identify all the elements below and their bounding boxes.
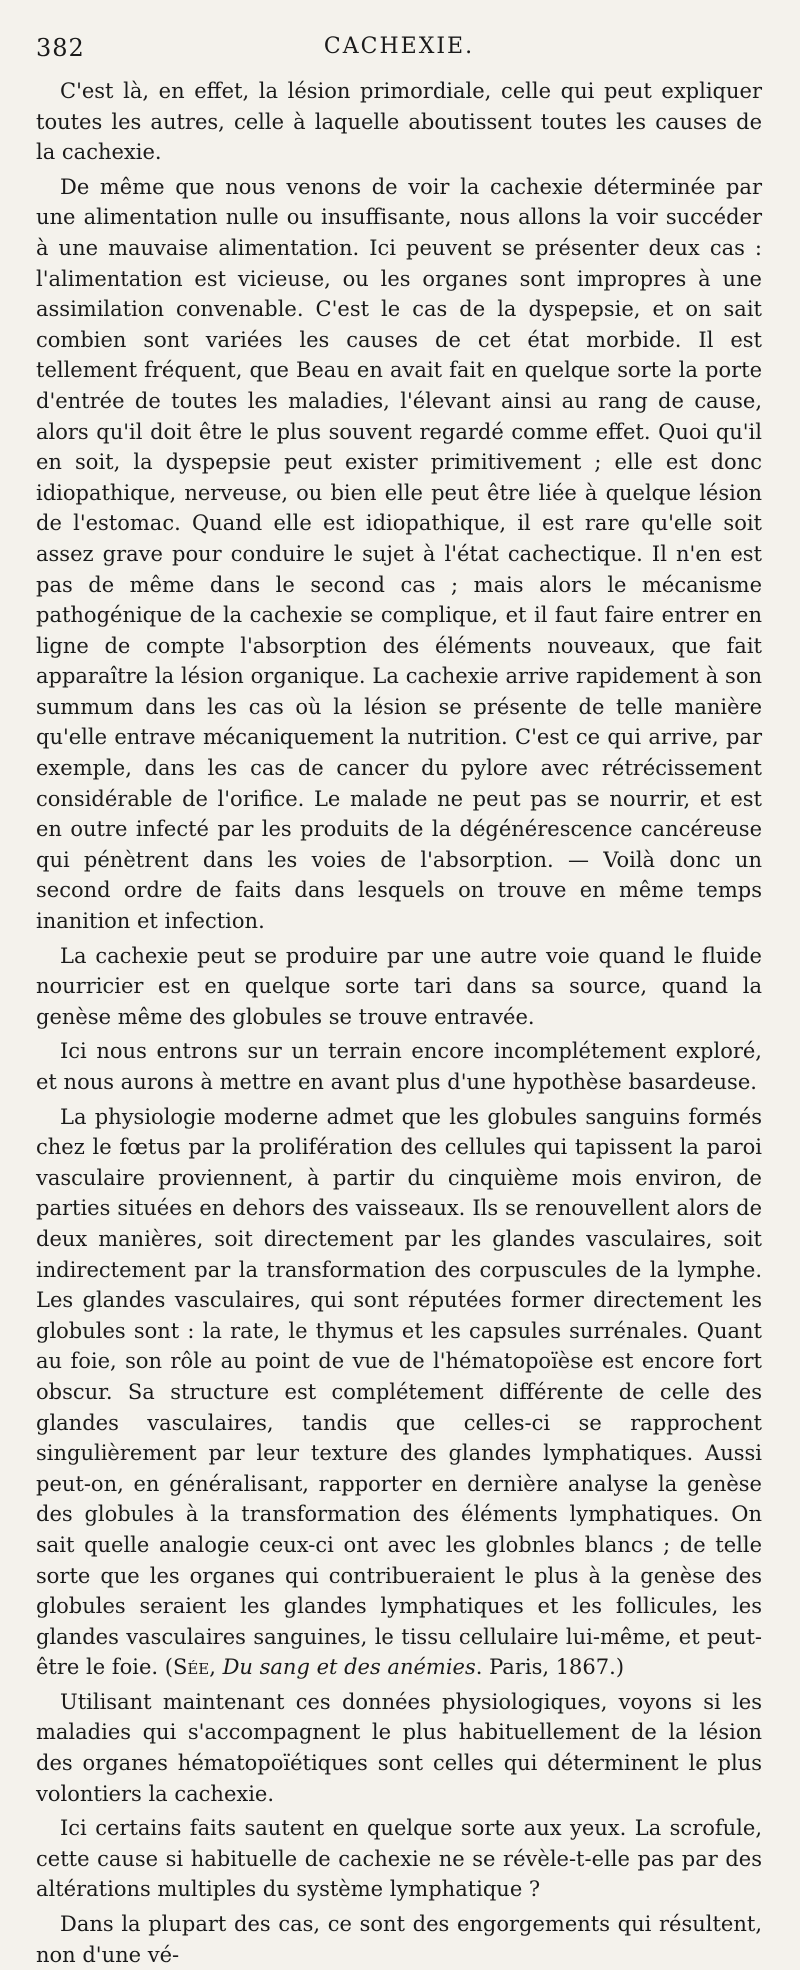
paragraph-5-text: La physiologie moderne admet que les globules sanguins formés chez le fœtus par la prolifération des cellules qui tapissent la paroi vasculaire proviennent, à partir du cinquième mois environ, de parties situées en dehors des vaisseaux. Ils se renouvellent alors de deux manières, soit directement par les glandes vasculaires, soit indirectement par la transformation des corpuscules de la lymphe. Les glandes vasculaires, qui sont réputées former directement les globules sont : la rate, le thymus et les capsules surrénales. Quant au foie, son rôle au point de vue de l'hématopoïèse est encore fort obscur. Sa structure est complétement différente de celle des glandes vasculaires, tandis que celles-ci se rapprochent singulièrement par leur texture des glandes lymphatiques. Aussi peut-on, en généralisant, rapporter en dernière analyse la genèse des globules à la transformation des éléments lymphatiques. On sait quelle analogie ceux-ci ont avec les globnles blancs ; de telle sorte que les organes qui contribueraient le plus à la genèse des globules seraient les glandes lymphatiques et les follicules, les glandes vasculaires sanguines, le tissu cellulaire lui-même, et peut-être le foie. bbox=[36, 1104, 762, 1680]
page-number: 382 bbox=[36, 34, 85, 62]
paragraph-3: La cachexie peut se produire par une autre voie quand le fluide nourricier est en quelque sorte tari dans sa source, quand la genèse même des globules se trouve entravée. bbox=[36, 943, 762, 1029]
paragraph-5: La physiologie moderne admet que les globules sanguins formés chez le fœtus par la prolifération des cellules qui tapissent la paroi vasculaire proviennent, à partir du cinquième mois environ, de parties situées en dehors des vaisseaux. Ils se renouvellent alors de deux manières, soit directement par les glandes vasculaires, soit indirectement par la transformation des corpuscules de la lymphe. Les glandes vasculaires, qui sont réputées former directement les globules sont : la rate, le thymus et les capsules surrénales. Quant au foie, son rôle au point de vue de l'hématopoïèse est encore fort obscur. Sa structure est complétement différente de celle des glandes vasculaires, tandis que celles-ci se rapprochent singulièrement par leur texture des glandes lymphatiques. Aussi peut-on, en généralisant, rapporter en dernière analyse la genèse des globules à la transformation des éléments lymphatiques. On sait quelle analogie ceux-ci ont avec les globnles blancs ; de telle sorte que les organes qui contribueraient le plus à la genèse des globules seraient les glandes lymphatiques et les follicules, les glandes vasculaires sanguines, le tissu cellulaire lui-même, et peut-être le foie. (Sée, Du sang et des anémies. Paris, 1867.) bbox=[36, 1104, 762, 1680]
citation-author: Sée bbox=[172, 1655, 210, 1680]
paragraph-7: Ici certains faits sautent en quelque sorte aux yeux. La scrofule, cette cause si habituelle de cachexie ne se révèle-t-elle pas par des altérations multiples du système lymphatique ? bbox=[36, 1816, 762, 1902]
paragraph-6: Utilisant maintenant ces données physiologiques, voyons si les maladies qui s'accompagnent le plus habituellement de la lésion des organes hématopoïétiques sont celles qui déterminent le plus volontiers la cachexie. bbox=[36, 1689, 762, 1806]
paragraph-2: De même que nous venons de voir la cachexie déterminée par une alimentation nulle ou insuffisante, nous allons la voir succéder à une mauvaise alimentation. Ici peuvent se présenter deux cas : l'alimentation est vicieuse, ou les organes sont impropres à une assimilation convenable. C'est le cas de la dyspepsie, et on sait combien sont variées les causes de cet état morbide. Il est tellement fréquent, que Beau en avait fait en quelque sorte la porte d'entrée de toutes les maladies, l'élevant ainsi au rang de cause, alors qu'il doit être le plus souvent regardé comme effet. Quoi qu'il en soit, la dyspepsie peut exister primitivement ; elle est donc idiopathique, nerveuse, ou bien elle peut être liée à quelque lésion de l'estomac. Quand elle est idiopathique, il est rare qu'elle soit assez grave pour conduire le sujet à l'état cachectique. Il n'en est pas de même dans le second cas ; mais alors le mécanisme pathogénique de la cachexie se complique, et il faut faire entrer en ligne de compte l'absorption des éléments nouveaux, que fait apparaître la lésion organique. La cachexie arrive rapidement à son summum dans les cas où la lésion se présente de telle manière qu'elle entrave mécaniquement la nutrition. C'est ce qui arrive, par exemple, dans les cas de cancer du pylore avec rétrécissement considérable de l'orifice. Le malade ne peut pas se nourrir, et est en outre infecté par les produits de la dégénérescence cancéreuse qui pénètrent dans les voies de l'absorption. — Voilà donc un second ordre de faits dans lesquels on trouve en même temps inanition et infection. bbox=[36, 174, 762, 934]
paragraph-8: Dans la plupart des cas, ce sont des engorgements qui résultent, non d'une vé- bbox=[36, 1912, 762, 1967]
paragraph-1: C'est là, en effet, la lésion primordiale, celle qui peut expliquer toutes les autres, celle à laquelle aboutissent toutes les causes de la cachexie. bbox=[36, 79, 762, 165]
body-text bbox=[36, 76, 762, 1970]
citation-place-year: Paris, 1867. bbox=[489, 1655, 616, 1680]
running-head: CACHEXIE. bbox=[323, 34, 475, 59]
citation-title: Du sang et des anémies bbox=[222, 1655, 476, 1680]
paragraph-4: Ici nous entrons sur un terrain encore incomplétement exploré, et nous aurons à mettre en avant plus d'une hypothèse basardeuse. bbox=[36, 1039, 762, 1094]
page-header bbox=[36, 28, 762, 64]
